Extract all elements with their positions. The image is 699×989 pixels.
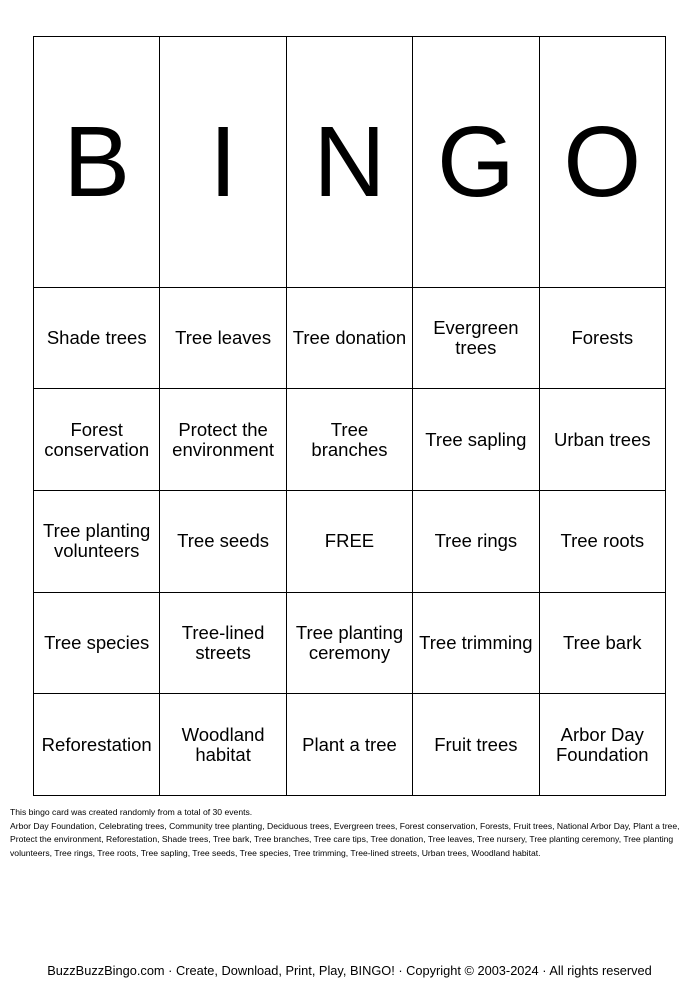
card-cell: Tree planting volunteers: [34, 490, 160, 592]
footer-copyright: BuzzBuzzBingo.com · Create, Download, Print, Play, BINGO! · Copyright © 2003-2024 · All rights reserved: [47, 963, 652, 978]
card-cell: Tree bark: [539, 592, 665, 694]
header-letter-i: I: [160, 37, 286, 288]
card-cell: Woodland habitat: [160, 694, 286, 796]
header-row: [34, 37, 666, 288]
card-cell: Reforestation: [34, 694, 160, 796]
card-cell: Tree planting ceremony: [286, 592, 412, 694]
card-cell: Tree sapling: [413, 389, 539, 491]
card-row-5: [34, 694, 666, 796]
card-cell: Tree species: [34, 592, 160, 694]
card-cell: Arbor Day Foundation: [539, 694, 665, 796]
bingo-card: [33, 36, 666, 796]
card-cell: Forest conservation: [34, 389, 160, 491]
card-cell: Tree trimming: [413, 592, 539, 694]
card-info: [10, 806, 682, 860]
card-cell: Shade trees: [34, 287, 160, 389]
card-cell: Evergreen trees: [413, 287, 539, 389]
header-letter-o: O: [539, 37, 665, 288]
card-cell: Tree donation: [286, 287, 412, 389]
card-cell: Forests: [539, 287, 665, 389]
card-cell: Fruit trees: [413, 694, 539, 796]
card-row-3: [34, 490, 666, 592]
card-row-1: [34, 287, 666, 389]
header-letter-n: N: [286, 37, 412, 288]
card-cell: Plant a tree: [286, 694, 412, 796]
card-cell: Tree seeds: [160, 490, 286, 592]
card-cell: Tree branches: [286, 389, 412, 491]
card-info-event-list: Arbor Day Foundation, Celebrating trees, Community tree planting, Deciduous trees, Evergreen trees, Forest conservation, Forests, Fruit trees, National Arbor Day, Plant a tree, Protect the environment, Reforestation, Shade trees, Tree bark, Tree branches, Tree care tips, Tree donation, Tree leaves, Tree nursery, Tree planting ceremony, Tree planting volunteers, Tree rings, Tree roots, Tree sapling, Tree seeds, Tree species, Tree trimming, Tree-lined streets, Urban trees, Woodland habitat.: [10, 820, 680, 858]
header-letter-b: B: [34, 37, 160, 288]
card-info-summary: This bingo card was created randomly from a total of 30 events.: [10, 807, 253, 817]
card-row-2: [34, 389, 666, 491]
card-cell: Tree roots: [539, 490, 665, 592]
card-cell: Tree leaves: [160, 287, 286, 389]
free-space-cell: FREE: [286, 490, 412, 592]
card-cell: Protect the environment: [160, 389, 286, 491]
card-cell: Tree rings: [413, 490, 539, 592]
card-row-4: [34, 592, 666, 694]
card-cell: Tree-lined streets: [160, 592, 286, 694]
card-cell: Urban trees: [539, 389, 665, 491]
header-letter-g: G: [413, 37, 539, 288]
